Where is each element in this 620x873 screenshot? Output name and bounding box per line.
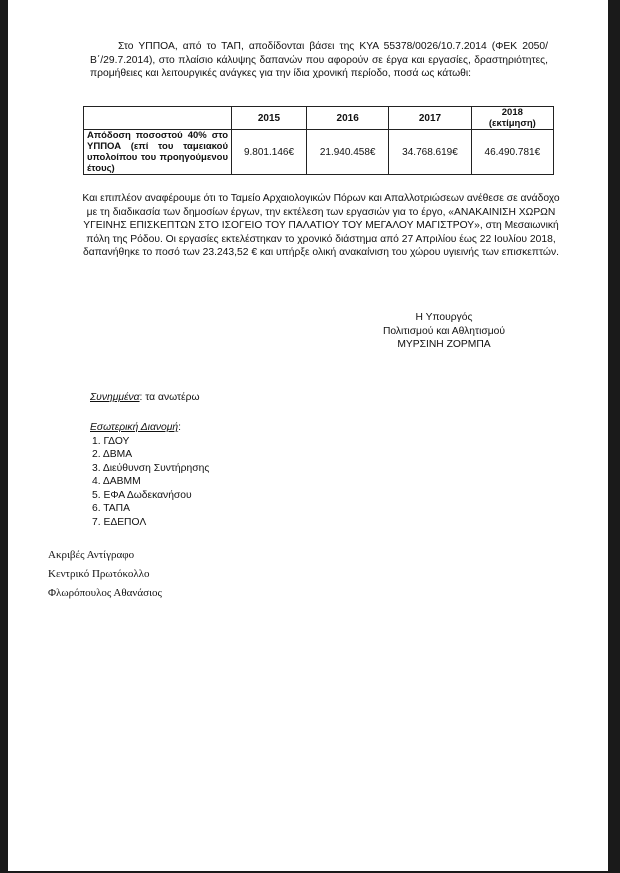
central-registry-label: Κεντρικό Πρωτόκολλο	[48, 568, 150, 580]
signature-block	[354, 311, 534, 352]
document-page	[8, 0, 608, 871]
table-header-2018	[471, 107, 553, 130]
list-item: 7. ΕΔΕΠΟΛ	[92, 516, 147, 528]
attachments-value: : τα ανωτέρω	[139, 392, 200, 403]
list-item: 4. ΔΑΒΜΜ	[92, 476, 141, 487]
intro-paragraph-text: Στο ΥΠΠΟΑ, από το ΤΑΠ, αποδίδονται βάσει της ΚΥΑ 55378/0026/10.7.2014 (ΦΕΚ 2050/Β΄/29.7.2014), στο πλαίσιο κάλυψης δαπανών που αφορούν σε έργα και εργασίες, δραστηριότητες, προμήθειες και λειτουργικές ανάγκες για την ίδια χρονική περίοδο, ποσά ως κάτωθι:	[90, 41, 548, 79]
distribution-list	[90, 435, 209, 530]
distribution-colon: :	[178, 422, 181, 433]
table-cell-2017: 34.768.619€	[389, 130, 471, 175]
list-item: 3. Διεύθυνση Συντήρησης	[92, 462, 210, 474]
signature-title: Η Υπουργός	[415, 312, 473, 323]
table-header-2016: 2016	[307, 107, 389, 130]
attachments-line	[90, 391, 200, 405]
table-cell-2018: 46.490.781€	[471, 130, 553, 175]
table-cell-2016: 21.940.458€	[307, 130, 389, 175]
signature-name: ΜΥΡΣΙΝΗ ΖΟΡΜΠΑ	[397, 339, 491, 350]
table-header-2018-year: 2018	[501, 107, 523, 118]
list-item: 6. ΤΑΠΑ	[92, 503, 130, 514]
table-row	[84, 130, 554, 175]
attachments-label: Συνημμένα	[90, 392, 140, 403]
intro-paragraph	[90, 40, 548, 81]
true-copy-label: Ακριβές Αντίγραφο	[48, 549, 135, 561]
table-header-row	[84, 107, 554, 130]
list-item: 5. ΕΦΑ Δωδεκανήσου	[92, 489, 192, 501]
renovation-paragraph	[82, 192, 560, 260]
registry-officer-name: Φλωρόπουλος Αθανάσιος	[48, 587, 162, 599]
allocation-table	[83, 106, 554, 175]
true-copy-block	[48, 546, 162, 603]
distribution-block	[90, 421, 209, 529]
table-header-2017: 2017	[389, 107, 471, 130]
table-header-2018-note: (εκτίμηση)	[488, 118, 536, 129]
renovation-paragraph-text: Και επιπλέον αναφέρουμε ότι το Ταμείο Αρχαιολογικών Πόρων και Απαλλοτριώσεων ανέθεσε σε ανάδοχο με τη διαδικασία των δημοσίων έργων, την εκτέλεση των εργασιών για το έργο, «ΑΝΑΚΑΙΝΙΣΗ ΧΩΡΩΝ ΥΓΕΙΝΗΣ ΕΠΙΣΚΕΠΤΩΝ ΣΤΟ ΙΣΟΓΕΙΟ ΤΟΥ ΠΑΛΑΤΙΟΥ ΤΟΥ ΜΕΓΑΛΟΥ ΜΑΓΙΣΤΡΟΥ», στη Μεσαιωνική πόλη της Ρόδου. Οι εργασίες εκτελέστηκαν το χρονικό διάστημα από 27 Απριλίου έως 22 Ιουλίου 2018, δαπανήθηκε το ποσό των 23.243,52 € και υπήρξε ολική ανακαίνιση του χώρου υγιεινής των επισκεπτών.	[82, 193, 560, 258]
signature-ministry: Πολιτισμού και Αθλητισμού	[382, 325, 506, 337]
list-item: 2. ΔΒΜΑ	[92, 449, 133, 460]
table-corner-cell	[84, 107, 232, 130]
table-row-label: Απόδοση ποσοστού 40% στο ΥΠΠΟΑ (επί του ταμειακού υπολοίπου του προηγούμενου έτους)	[84, 130, 232, 175]
list-item: 1. ΓΔΟΥ	[92, 435, 130, 447]
table-header-2015: 2015	[232, 107, 307, 130]
distribution-title: Εσωτερική Διανομή	[90, 422, 179, 433]
table-cell-2015: 9.801.146€	[232, 130, 307, 175]
